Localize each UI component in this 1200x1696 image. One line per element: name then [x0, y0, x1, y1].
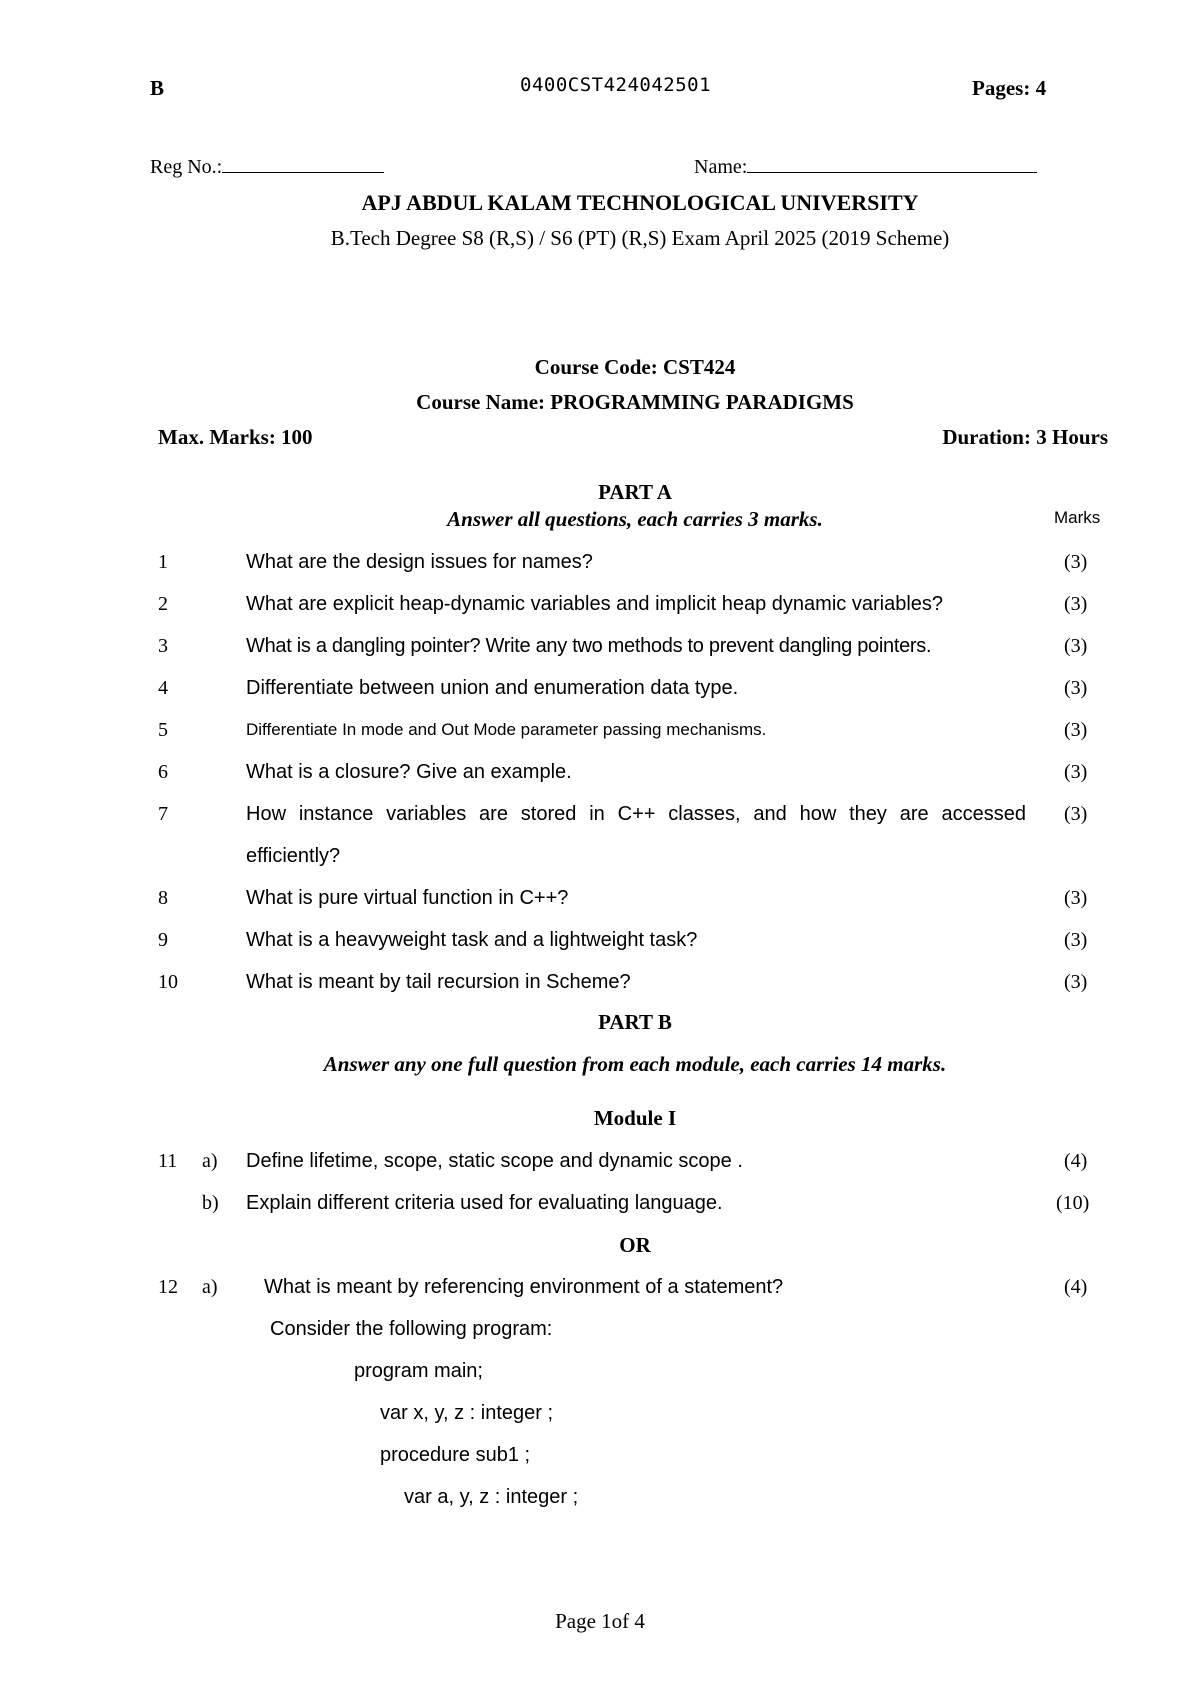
university-title: APJ ABDUL KALAM TECHNOLOGICAL UNIVERSITY — [361, 190, 919, 215]
question-number: 11 — [158, 1150, 178, 1172]
question-number: 3 — [158, 635, 168, 657]
question-number: 12 — [158, 1276, 178, 1298]
question-marks: (3) — [1064, 803, 1088, 825]
question-number: 7 — [158, 803, 168, 825]
question-number: 4 — [158, 677, 168, 699]
question-text: What is a closure? Give an example. — [246, 761, 572, 783]
question-text: What is meant by tail recursion in Scheme? — [246, 971, 631, 993]
question-text: What are the design issues for names? — [246, 551, 593, 573]
code-line: program main; — [354, 1360, 483, 1382]
question-marks: (3) — [1064, 677, 1088, 699]
question-number: 1 — [158, 551, 168, 573]
name-field — [694, 154, 1037, 179]
question-marks: (3) — [1064, 929, 1088, 951]
subquestion-marks: (10) — [1056, 1192, 1090, 1214]
course-code: Course Code: CST424 — [534, 355, 736, 379]
question-marks: (3) — [1064, 971, 1088, 993]
degree-title: B.Tech Degree S8 (R,S) / S6 (PT) (R,S) Exam April 2025 (2019 Scheme) — [330, 226, 950, 250]
subquestion-marks: (4) — [1064, 1150, 1088, 1172]
question-number: 5 — [158, 719, 168, 741]
part-a-instruction: Answer all questions, each carries 3 marks. — [447, 507, 823, 531]
module-title: Module I — [593, 1106, 677, 1130]
program-intro: Consider the following program: — [270, 1318, 553, 1340]
duration: Duration: 3 Hours — [942, 425, 1108, 449]
paper-code: 0400CST424042501 — [520, 74, 712, 96]
subquestion-text: Define lifetime, scope, static scope and dynamic scope . — [246, 1150, 743, 1172]
max-marks: Max. Marks: 100 — [158, 425, 313, 449]
question-text: How instance variables are stored in C++ classes, and how they are accessed efficiently? — [246, 803, 1026, 867]
code-line: var x, y, z : integer ; — [380, 1402, 554, 1424]
question-marks: (3) — [1064, 635, 1088, 657]
question-text: What is a heavyweight task and a lightweight task? — [246, 929, 698, 951]
part-b-instruction: Answer any one full question from each module, each carries 14 marks. — [323, 1052, 947, 1076]
question-text: What are explicit heap-dynamic variables and implicit heap dynamic variables? — [246, 593, 944, 615]
question-marks: (3) — [1064, 887, 1088, 909]
course-name: Course Name: PROGRAMMING PARADIGMS — [416, 390, 854, 414]
question-number: 6 — [158, 761, 168, 783]
marks-header: Marks — [1054, 508, 1101, 527]
page-count: Pages: 4 — [972, 76, 1047, 100]
question-marks: (3) — [1064, 761, 1088, 783]
question-number: 10 — [158, 971, 178, 993]
question-text: What is a dangling pointer? Write any two methods to prevent dangling pointers. — [246, 635, 932, 657]
name-label: Name: — [694, 156, 748, 178]
question-text: Differentiate between union and enumeration data type. — [246, 677, 739, 699]
paper-version: B — [150, 76, 165, 100]
question-number: 8 — [158, 887, 168, 909]
subquestion-label: b) — [202, 1192, 219, 1214]
reg-no-field — [150, 154, 384, 179]
page-footer: Page 1of 4 — [555, 1609, 645, 1633]
reg-no-blank — [222, 154, 384, 173]
part-b-title: PART B — [598, 1010, 672, 1034]
subquestion-text: What is meant by referencing environment of a statement? — [264, 1276, 784, 1298]
subquestion-label: a) — [202, 1276, 218, 1298]
name-blank — [747, 154, 1037, 173]
question-number: 9 — [158, 929, 168, 951]
question-text: Differentiate In mode and Out Mode parameter passing mechanisms. — [246, 720, 767, 739]
subquestion-label: a) — [202, 1150, 218, 1172]
code-line: var a, y, z : integer ; — [404, 1486, 579, 1508]
subquestion-marks: (4) — [1064, 1276, 1088, 1298]
or-separator: OR — [619, 1233, 651, 1257]
question-marks: (3) — [1064, 551, 1088, 573]
reg-no-label: Reg No.: — [150, 156, 223, 178]
question-text: What is pure virtual function in C++? — [246, 887, 569, 909]
question-marks: (3) — [1064, 719, 1088, 741]
code-line: procedure sub1 ; — [380, 1444, 531, 1466]
question-number: 2 — [158, 593, 168, 615]
subquestion-text: Explain different criteria used for evaluating language. — [246, 1192, 723, 1214]
question-marks: (3) — [1064, 593, 1088, 615]
part-a-title: PART A — [598, 480, 672, 504]
